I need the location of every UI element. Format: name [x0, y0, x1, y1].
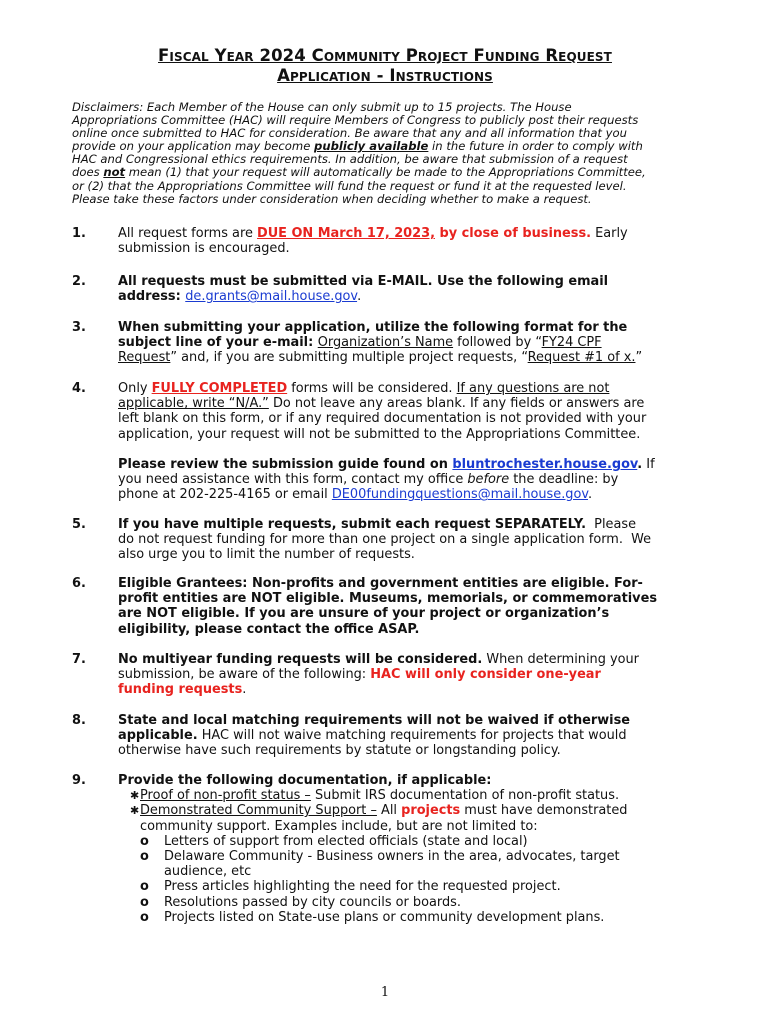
asterisk-bullet-icon: ✱	[130, 804, 140, 818]
item-text	[118, 274, 708, 304]
item-text	[118, 226, 708, 256]
text: No multiyear funding requests will be considered.	[118, 652, 483, 667]
item-number: 3.	[72, 320, 86, 335]
item-text	[118, 320, 708, 366]
text-line	[118, 487, 708, 502]
item-number: 6.	[72, 576, 86, 591]
text: in the future in order to comply with	[428, 139, 643, 154]
text: provide on your application may become	[72, 139, 315, 154]
email-link-questions[interactable]: DE00fundingquestions@mail.house.gov	[331, 487, 588, 503]
disclaimer-line: or (2) that the Appropriations Committee will fund the request or fund it at the requested level.	[72, 178, 627, 193]
text-line: All requests must be submitted via E-MAIL. Use the following email	[118, 274, 609, 289]
text: Demonstrated Community Support –	[140, 803, 377, 819]
text-line	[118, 667, 708, 682]
sub-list-continuation: audience, etc	[164, 864, 252, 880]
bullet-item	[130, 788, 708, 804]
title-line-1: Fiscal Year 2024 Community Project Funding Request	[158, 46, 612, 65]
text: Letters of support from elected officials (state and local)	[164, 833, 528, 849]
circle-bullet-icon: o	[140, 849, 149, 865]
item-text	[118, 381, 708, 502]
due-date: DUE ON March 17, 2023,	[257, 226, 435, 241]
text: .	[357, 289, 362, 305]
disclaimer-line: Appropriations Committee (HAC) will require Members of Congress to publicly post their requests	[72, 113, 639, 128]
circle-bullet-icon: o	[140, 879, 149, 895]
item-number: 5.	[72, 517, 86, 532]
text: must have demonstrated	[460, 803, 628, 819]
disclaimer-line: Please take these factors under consideration when deciding whether to make a request.	[72, 191, 592, 206]
text: If you have multiple requests, submit each request SEPARATELY.	[118, 517, 586, 532]
text-line	[118, 289, 708, 304]
text: you need assistance with this form, contact my office	[118, 472, 468, 488]
item-number: 9.	[72, 773, 86, 788]
text: If	[642, 456, 655, 472]
circle-bullet-icon: o	[140, 894, 149, 910]
bullet-item	[130, 803, 708, 819]
text-line: Eligible Grantees: Non-profits and government entities are eligible. For-	[118, 576, 643, 591]
text: .	[242, 682, 247, 698]
text: Delaware Community - Business owners in the area, advocates, target	[164, 849, 620, 865]
item-number: 7.	[72, 652, 86, 667]
text: Early	[591, 226, 628, 241]
text: Request	[118, 350, 171, 366]
text: submission, be aware of the following:	[118, 667, 371, 683]
text: Please	[585, 517, 637, 532]
item-number: 2.	[72, 274, 86, 289]
text-line	[118, 682, 708, 697]
text-line	[118, 226, 708, 241]
text: applicable, write “N/A.”	[118, 396, 269, 412]
text: When determining your	[482, 652, 639, 667]
text: Organization’s Name	[317, 335, 454, 351]
funding-requests-emphasis: funding requests	[118, 682, 243, 698]
text-line: are NOT eligible. If you are unsure of your project or organization’s	[118, 606, 610, 622]
text: does	[72, 165, 104, 180]
text-line	[118, 381, 708, 396]
item-number: 4.	[72, 381, 86, 396]
title-line-2: Application - Instructions	[277, 66, 493, 85]
disclaimer-paragraph	[72, 101, 712, 206]
text-line	[118, 457, 708, 472]
text: Please review the submission guide found on	[118, 456, 453, 472]
text: address:	[118, 289, 186, 305]
disclaimer-line	[72, 166, 712, 179]
text: Projects listed on State-use plans or community development plans.	[164, 909, 605, 925]
text-line	[118, 350, 708, 365]
text-line	[118, 472, 708, 487]
sub-list-item	[118, 895, 708, 910]
support-examples-list	[118, 834, 708, 925]
text: applicable.	[118, 728, 198, 744]
text: If any questions are not	[456, 381, 610, 396]
text: the deadline: by	[509, 472, 619, 488]
disclaimer-line: HAC and Congressional ethics requirements. In addition, be aware that submission of a request	[72, 152, 628, 167]
text-line: do not request funding for more than one project on a single application form. We	[118, 532, 652, 548]
text: HAC will not waive matching requirements for projects that would	[197, 728, 627, 744]
sub-list-item	[118, 910, 708, 925]
text: Resolutions passed by city councils or boards.	[164, 894, 461, 910]
text: FY24 CPF	[541, 335, 602, 351]
text: .	[588, 487, 593, 503]
projects-emphasis: projects	[401, 803, 461, 819]
text: All request forms are	[118, 226, 257, 241]
item-number: 1.	[72, 226, 86, 241]
text: ” and, if you are submitting multiple project requests, “	[170, 350, 528, 366]
item-text	[118, 773, 708, 925]
text: Press articles highlighting the need for the requested project.	[164, 879, 561, 895]
text-line: submission is encouraged.	[118, 241, 290, 257]
text-line: community support. Examples include, but are not limited to:	[140, 818, 538, 834]
text: Do not leave any areas blank. If any fields or answers are	[268, 396, 645, 412]
text: All	[376, 803, 402, 819]
page-number: 1	[380, 985, 390, 1000]
page-title	[60, 46, 710, 86]
item-text	[118, 713, 708, 759]
sub-list-item	[118, 834, 708, 849]
circle-bullet-icon: o	[140, 909, 149, 925]
text-line	[118, 728, 708, 743]
email-link-grants[interactable]: de.grants@mail.house.gov	[185, 289, 358, 305]
one-year-emphasis: HAC will only consider one-year	[370, 667, 601, 683]
item-text	[118, 576, 708, 637]
disclaimer-line: Disclaimers: Each Member of the House can only submit up to 15 projects. The House	[72, 100, 572, 114]
text-line: left blank on this form, or if any required documentation is not provided with your	[118, 411, 647, 427]
text: subject line of your e-mail:	[118, 335, 318, 351]
text-line: application, your request will not be submitted to the Appropriations Committee.	[118, 426, 641, 442]
sub-list-item	[118, 879, 708, 894]
text: before	[467, 472, 510, 488]
text-line: State and local matching requirements will not be waived if otherwise	[118, 713, 630, 728]
item-text	[118, 652, 708, 698]
publicly-available-emphasis: publicly available	[314, 139, 429, 154]
sub-list-item	[118, 849, 708, 864]
text-line	[118, 335, 708, 350]
circle-bullet-icon: o	[140, 833, 149, 849]
documentation-bullets	[118, 788, 708, 834]
text-line: eligibility, please contact the office ASAP.	[118, 621, 420, 637]
item-text	[118, 517, 708, 563]
text: phone at 202-225-4165 or email	[118, 487, 332, 503]
not-emphasis: not	[103, 165, 126, 180]
text: Request #1 of x.	[527, 350, 636, 366]
asterisk-bullet-icon: ✱	[130, 789, 140, 803]
text-line: also urge you to limit the number of requests.	[118, 547, 415, 563]
fully-completed: FULLY COMPLETED	[151, 381, 288, 396]
text: ”	[635, 350, 643, 366]
text: Submit IRS documentation of non-profit status.	[310, 788, 620, 804]
website-link[interactable]: bluntrochester.house.gov	[452, 456, 638, 472]
text: Only	[118, 381, 152, 396]
disclaimer-line: online once submitted to HAC for consideration. Be aware that any and all information that you	[72, 126, 627, 141]
text-line: When submitting your application, utilize the following format for the	[118, 320, 628, 335]
text-line: profit entities are NOT eligible. Museums, memorials, or commemoratives	[118, 591, 657, 607]
text: .	[637, 456, 643, 472]
text: followed by “	[453, 335, 542, 351]
text: forms will be considered.	[287, 381, 457, 396]
text-line	[118, 517, 708, 532]
text-line: Provide the following documentation, if applicable:	[118, 773, 492, 788]
text-line	[118, 652, 708, 667]
text: Proof of non-profit status –	[140, 788, 311, 804]
text: mean (1) that your request will automatically be made to the Appropriations Committee,	[125, 165, 646, 180]
close-of-business: by close of business.	[434, 226, 592, 241]
text-line: otherwise have such requirements by statute or longstanding policy.	[118, 743, 561, 759]
text-line	[118, 396, 708, 411]
item-number: 8.	[72, 713, 86, 728]
